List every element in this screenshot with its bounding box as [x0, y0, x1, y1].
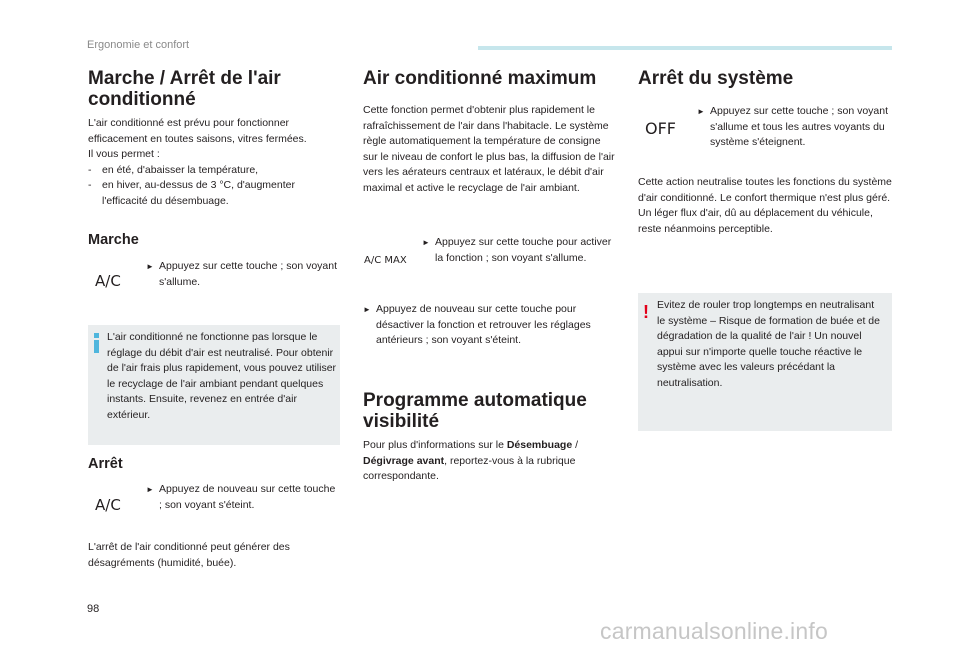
title-programme-visibilite: Programme automatique visibilité [363, 390, 587, 432]
ac-max-intro: Cette fonction permet d'obtenir plus rapidement le rafraîchissement de l'air dans l'habitacle. Le système règle automatiquement la température de consigne sur le niveau de confort le plus bas, la diffusion de l'air vers les aérateurs centraux et latéraux, le débit d'air maximal et active le recyclage de l'air ambiant. [363, 104, 615, 194]
page-number: 98 [87, 603, 100, 615]
list-item: - en hiver, au-dessus de 3 °C, d'augmenter l'efficacité du désembuage. [88, 179, 295, 207]
warning-text: Evitez de rouler trop longtemps en neutralisant le système – Risque de formation de buée et de dégradation de la qualité de l'air ! Un nouvel appui sur n'importe quelle touche réactive le système avec les valeurs précédant la neutralisation. [657, 299, 880, 389]
title-ac-on-off: Marche / Arrêt de l'air conditionné [88, 68, 281, 110]
arret-note: L'arrêt de l'air conditionné peut générer des désagréments (humidité, buée). [88, 541, 290, 569]
col1-intro-block [88, 116, 340, 209]
ac-key-icon: A/C [95, 272, 121, 290]
step-arret: ► Appuyez de nouveau sur cette touche ; son voyant s'éteint. [146, 483, 336, 511]
watermark: carmanualsonline.info [600, 618, 828, 644]
triangle-bullet-icon: ► [363, 305, 371, 314]
programme-text: Pour plus d'informations sur le Désembuage / Dégivrage avant, reportez-vous à la rubrique correspondante. [363, 439, 579, 482]
link-desembuage: Désembuage [506, 439, 573, 451]
info-box [88, 325, 340, 445]
col1-intro: L'air conditionné est prévu pour fonctionner efficacement en toutes saisons, vitres fermées. [88, 117, 307, 145]
info-icon [94, 333, 99, 353]
step-ac-max-on: ► Appuyez sur cette touche pour activer la fonction ; son voyant s'allume. [422, 236, 612, 264]
triangle-bullet-icon: ► [146, 262, 154, 271]
warning-icon: ! [643, 302, 649, 322]
step-marche: ► Appuyez sur cette touche ; son voyant s'allume. [146, 260, 338, 288]
title-ac-max: Air conditionné maximum [363, 68, 597, 89]
off-key-icon: OFF [645, 119, 676, 138]
triangle-bullet-icon: ► [697, 107, 705, 116]
triangle-bullet-icon: ► [422, 238, 430, 247]
info-text: L'air conditionné ne fonctionne pas lorsque le réglage du débit d'air est neutralisé. Pour obtenir de l'air frais plus rapidement, vous pouvez utiliser le recyclage de l'air ambiant pendant quelques instants. Ensuite, revenez en entrée d'air extérieur. [107, 331, 337, 421]
section-header: Ergonomie et confort [87, 39, 190, 51]
step-ac-max-off: ► Appuyez de nouveau sur cette touche pour désactiver la fonction et retrouver les réglages antérieurs ; son voyant s'éteint. [363, 303, 591, 346]
column-ac-on-off [88, 68, 340, 110]
ac-max-key-icon: A/C MAX [364, 255, 407, 266]
title-arret-systeme: Arrêt du système [638, 68, 794, 89]
header-accent-bar [478, 46, 892, 50]
col1-allows: Il vous permet : [88, 148, 160, 160]
off-body: Cette action neutralise toutes les fonctions du système d'air conditionné. Le confort thermique n'est plus géré. Un léger flux d'air, dû au déplacement du véhicule, reste néanmoins perceptible. [638, 176, 892, 235]
link-degivrage: Dégivrage avant [363, 454, 445, 467]
ac-key-icon: A/C [95, 496, 121, 514]
heading-arret: Arrêt [88, 456, 123, 472]
triangle-bullet-icon: ► [146, 485, 154, 494]
warning-box [638, 293, 892, 431]
list-item: - en été, d'abaisser la température, [88, 163, 259, 176]
step-off: ► Appuyez sur cette touche ; son voyant s'allume et tous les autres voyants du système s'éteignent. [697, 105, 889, 148]
heading-marche: Marche [88, 232, 139, 248]
